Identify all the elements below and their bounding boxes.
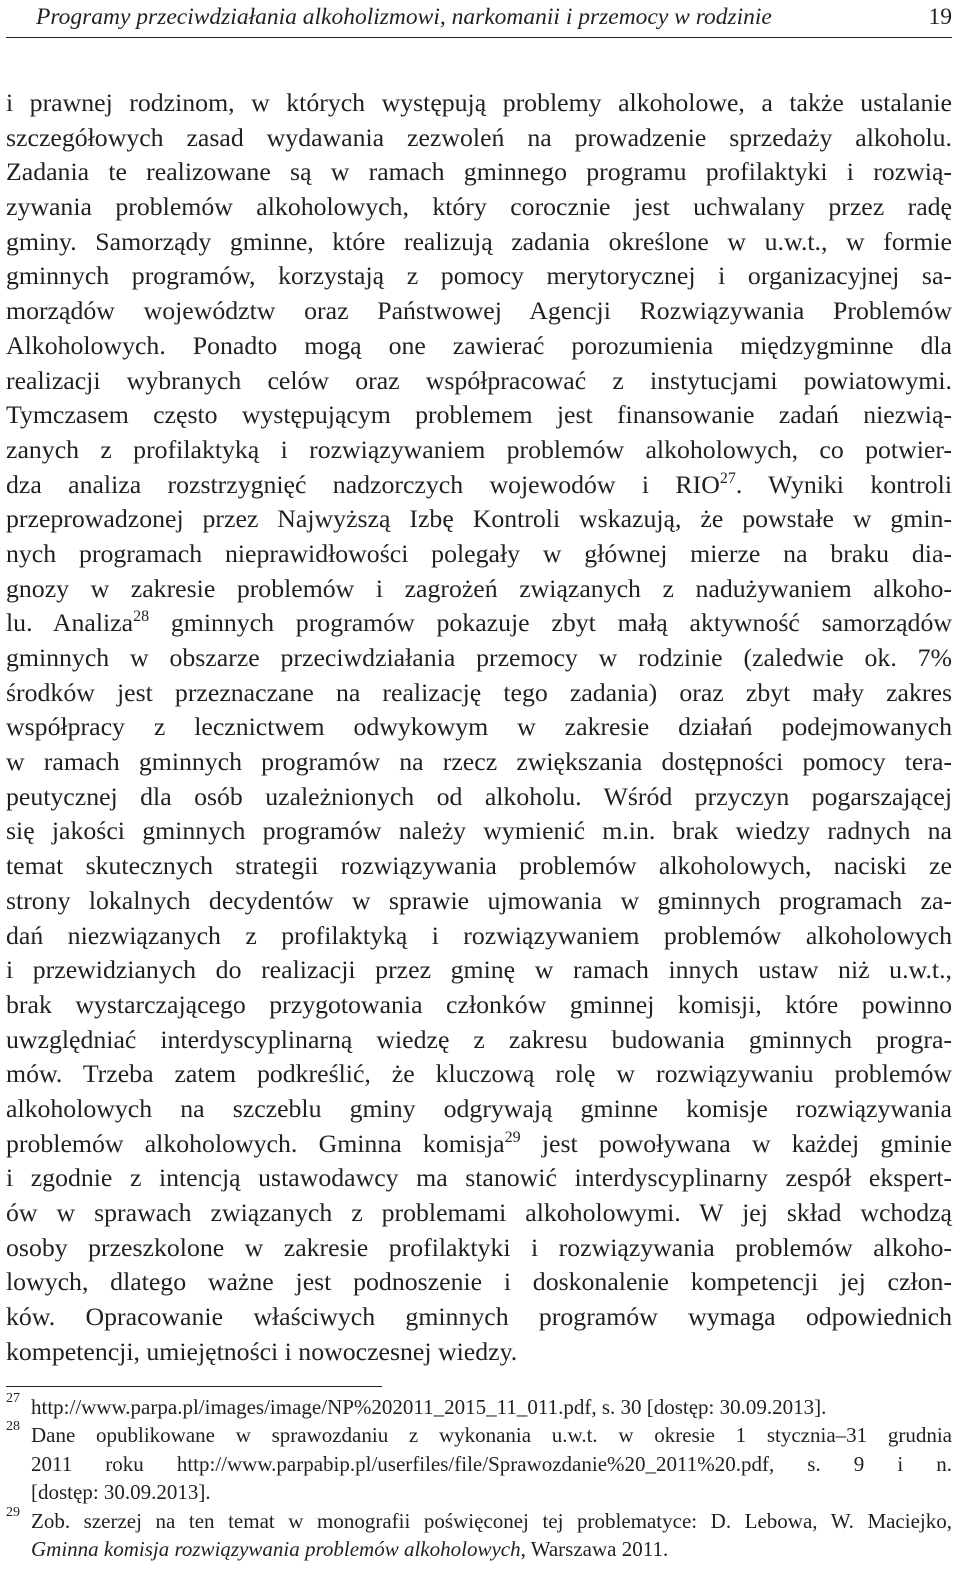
footnote-text-line: Zob. szerzej na ten temat w monografii poświęconej tej problematyce: D. Lebowa, W. Maciejko, bbox=[31, 1508, 952, 1533]
body-line: kompetencji, umiejętności i nowoczesnej wiedzy. bbox=[6, 1336, 518, 1366]
body-line: lowych, dlatego ważne jest podnoszenie i doskonalenie kompetencji jej człon- bbox=[6, 1267, 952, 1297]
body-line-text: . Wyniki kontroli bbox=[735, 469, 953, 499]
body-line: zywania problemów alkoholowych, który corocznie jest uchwalany przez radę bbox=[6, 192, 952, 222]
body-line: i zgodnie z intencją ustawodawcy ma stanowić interdyscyplinarny zespół ekspert- bbox=[6, 1163, 952, 1193]
body-line: w ramach gminnych programów na rzecz zwiększania dostępności pomocy tera- bbox=[6, 747, 952, 777]
body-line: osoby przeszkolone w zakresie profilaktyki i rozwiązywania problemów alkoho- bbox=[6, 1232, 952, 1262]
body-line: gminnych w obszarze przeciwdziałania przemocy w rodzinie (zaledwie ok. 7% bbox=[6, 643, 952, 672]
body-line bbox=[6, 468, 952, 503]
body-line: morządów województw oraz Państwowej Agencji Rozwiązywania Problemów bbox=[6, 296, 952, 326]
footnote-text-line bbox=[31, 1535, 952, 1563]
body-line bbox=[6, 606, 952, 641]
body-line: Zadania te realizowane są w ramach gminnego programu profilaktyki i rozwią- bbox=[6, 157, 952, 187]
body-line: ków. Opracowanie właściwych gminnych programów wymaga odpowiednich bbox=[6, 1302, 952, 1332]
body-line: zanych z profilaktyką i rozwiązywaniem problemów alkoholowych, co potwier- bbox=[6, 434, 952, 464]
header-rule bbox=[6, 37, 952, 38]
body-line: się jakości gminnych programów należy wymienić m.in. brak wiedzy radnych na bbox=[6, 816, 952, 846]
body-line: gminnych programów, korzystają z pomocy merytorycznej i organizacyjnej sa- bbox=[6, 261, 952, 291]
body-line: peutycznej dla osób uzależnionych od alkoholu. Wśród przyczyn pogarszającej bbox=[6, 781, 952, 811]
footnote-separator bbox=[6, 1386, 382, 1387]
footnote-text-line: [dostęp: 30.09.2013]. bbox=[31, 1480, 211, 1505]
body-line: temat skutecznych strategii rozwiązywania problemów alkoholowych, naciski ze bbox=[6, 851, 952, 881]
body-line-text: gminnych programów pokazuje zbyt małą aktywność samorządów bbox=[149, 608, 952, 638]
body-line bbox=[6, 1127, 952, 1162]
body-line: mów. Trzeba zatem podkreślić, że kluczową rolę w rozwiązywaniu problemów bbox=[6, 1059, 952, 1089]
body-line: i prawnej rodzinom, w których występują problemy alkoholowe, a także ustalanie bbox=[6, 88, 952, 117]
running-header bbox=[6, 3, 952, 33]
body-line: realizacji wybranych celów oraz współpracować z instytucjami powiatowymi. bbox=[6, 365, 952, 395]
footnote-text-line: Dane opublikowane w sprawozdaniu z wykonania u.w.t. w okresie 1 stycznia–31 grudnia bbox=[31, 1423, 952, 1448]
footnote-text-line: 2011 roku http://www.parpabip.pl/userfiles/file/Sprawozdanie%20_2011%20.pdf, s. 9 i n. bbox=[31, 1451, 952, 1476]
body-paragraph bbox=[6, 86, 952, 1369]
running-title: Programy przeciwdziałania alkoholizmowi, narkomanii i przemocy w rodzinie bbox=[36, 4, 772, 30]
body-line: szczegółowych zasad wydawania zezwoleń na prowadzenie sprzedaży alkoholu. bbox=[6, 122, 952, 152]
page-number: 19 bbox=[928, 4, 952, 30]
footnote-text-line: http://www.parpa.pl/images/image/NP%202011_2015_11_011.pdf, s. 30 [dostęp: 30.09.2013]. bbox=[31, 1395, 827, 1419]
body-line-text: problemów alkoholowych. Gminna komisja bbox=[6, 1128, 505, 1158]
footnote-27 bbox=[6, 1393, 952, 1421]
body-line: uwzględniać interdyscyplinarną wiedzę z zakresu budowania gminnych progra- bbox=[6, 1024, 952, 1054]
footnote-number: 29 bbox=[6, 1504, 20, 1520]
body-line: przeprowadzonej przez Najwyższą Izbę Kontroli wskazują, że powstałe w gmin- bbox=[6, 504, 952, 534]
body-line-text: dza analiza rozstrzygnięć nadzorczych wojewodów i RIO bbox=[6, 469, 720, 499]
footnote-29 bbox=[6, 1504, 952, 1564]
footnote-number: 27 bbox=[6, 1391, 20, 1406]
body-line: brak wystarczającego przygotowania członków gminnej komisji, które powinno bbox=[6, 989, 952, 1019]
body-line: Tymczasem często występującym problemem jest finansowanie zadań niezwią- bbox=[6, 400, 952, 430]
body-line: alkoholowych na szczeblu gminy odgrywają gminne komisje rozwiązywania bbox=[6, 1093, 952, 1123]
footnote-reference[interactable]: 29 bbox=[504, 1128, 521, 1146]
footnotes bbox=[6, 1393, 952, 1563]
body-line: i przewidzianych do realizacji przez gminę w ramach innych ustaw niż u.w.t., bbox=[6, 955, 952, 985]
body-line: gminy. Samorządy gminne, które realizują zadania określone w u.w.t., w formie bbox=[6, 226, 952, 256]
body-line: współpracy z lecznictwem odwykowym w zakresie działań podejmowanych bbox=[6, 712, 952, 742]
body-line: strony lokalnych decydentów w sprawie ujmowania w gminnych programach za- bbox=[6, 885, 952, 915]
body-line: dań niezwiązanych z profilaktyką i rozwiązywaniem problemów alkoholowych bbox=[6, 920, 952, 950]
body-line: Alkoholowych. Ponadto mogą one zawierać porozumienia międzygminne dla bbox=[6, 330, 952, 360]
body-line: ów w sprawach związanych z problemami alkoholowymi. W jej skład wchodzą bbox=[6, 1198, 952, 1227]
body-line: środków jest przeznaczane na realizację tego zadania) oraz zbyt mały zakres bbox=[6, 677, 952, 707]
cited-title: Gminna komisja rozwiązywania problemów alkoholowych bbox=[31, 1536, 521, 1561]
footnote-28 bbox=[6, 1421, 952, 1506]
body-line-text: lu. Analiza bbox=[6, 608, 134, 638]
body-line: nych programach nieprawidłowości polegały w głównej mierze na braku dia- bbox=[6, 538, 952, 568]
citation-rest: , Warszawa 2011. bbox=[520, 1536, 669, 1561]
footnote-number: 28 bbox=[6, 1419, 20, 1435]
body-line: gnozy w zakresie problemów i zagrożeń związanych z nadużywaniem alkoho- bbox=[6, 573, 952, 603]
footnote-reference[interactable]: 28 bbox=[133, 608, 150, 626]
footnote-reference[interactable]: 27 bbox=[719, 469, 736, 487]
body-line-text: jest powoływana w każdej gminie bbox=[520, 1128, 952, 1158]
